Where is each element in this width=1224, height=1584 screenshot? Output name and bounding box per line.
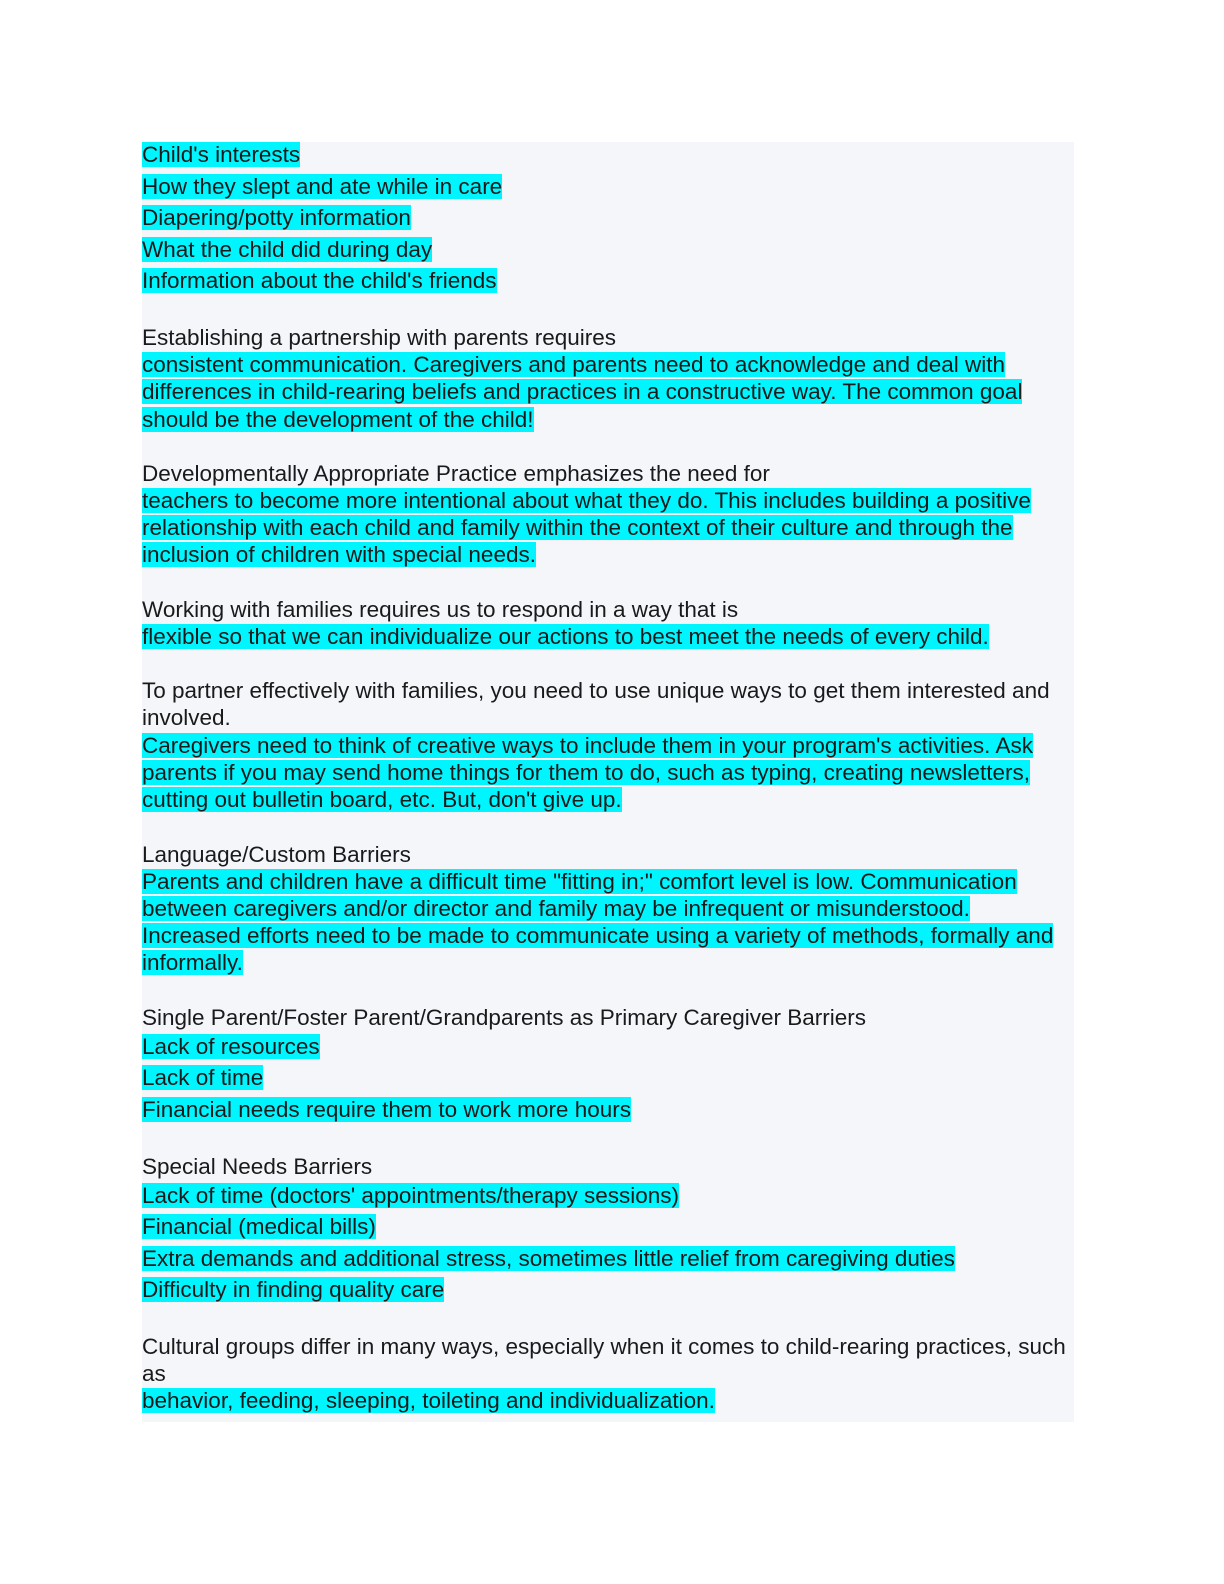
cultural-groups-answer-text: behavior, feeding, sleeping, toileting and individualization.: [142, 1388, 715, 1414]
spacer: [142, 297, 1074, 324]
list-item-text: Financial needs require them to work more hours: [142, 1096, 631, 1122]
spacer: [142, 569, 1074, 596]
language-barriers-answer-text: Parents and children have a difficult time "fitting in;" comfort level is low. Communication between caregivers and/or director and family may be infrequent or misunderstood. Increased efforts need to be made to communicate using a variety of methods, formally and informally.: [142, 868, 1054, 976]
cultural-groups-prompt: Cultural groups differ in many ways, especially when it comes to child-rearing practices, such as: [142, 1333, 1066, 1387]
list-item: [142, 1031, 1074, 1063]
dap-answer-text: teachers to become more intentional about what they do. This includes building a positive relationship with each child and family within the context of their culture and through the inclusion of children with special needs.: [142, 487, 1031, 568]
language-barriers-prompt: Language/Custom Barriers: [142, 841, 411, 867]
spacer: [142, 977, 1074, 1004]
list-item: [142, 1094, 1074, 1126]
dap-answer: [142, 487, 1074, 569]
cultural-groups-answer: [142, 1387, 1074, 1414]
list-item-text: Child's interests: [142, 142, 301, 167]
list-item: [142, 1211, 1074, 1243]
partner-effectively-prompt: To partner effectively with families, you need to use unique ways to get them interested and involved.: [142, 678, 1050, 731]
partner-effectively-section: [142, 677, 1074, 813]
list-item: [142, 171, 1074, 203]
working-prompt: Working with families requires us to respond in a way that is: [142, 596, 739, 622]
special-needs-barriers-section: [142, 1153, 1074, 1306]
partnership-section: [142, 324, 1074, 433]
special-needs-barriers-prompt: Special Needs Barriers: [142, 1153, 373, 1179]
working-section: [142, 596, 1074, 650]
partner-effectively-answer: [142, 732, 1074, 814]
list-item-text: Lack of resources: [142, 1033, 320, 1059]
partner-effectively-answer-text: Caregivers need to think of creative ways to include them in your program's activities. Ask parents if you may send home things for them to do, such as typing, creating newsletters, cutting out bulletin board, etc. But, don't give up.: [142, 732, 1033, 813]
list-item-text: How they slept and ate while in care: [142, 173, 503, 199]
list-item: [142, 234, 1074, 266]
list-item-text: Lack of time: [142, 1065, 264, 1091]
language-barriers-answer: [142, 868, 1074, 977]
partnership-answer-text: consistent communication. Caregivers and parents need to acknowledge and deal with differences in child-rearing beliefs and practices in a constructive way. The common goal should be the development of the child!: [142, 351, 1023, 432]
list-item: [142, 202, 1074, 234]
partnership-prompt: Establishing a partnership with parents requires: [142, 324, 617, 350]
spacer: [142, 814, 1074, 841]
document-content: [142, 142, 1074, 1415]
list-item-text: Difficulty in finding quality care: [142, 1277, 445, 1303]
dap-prompt: Developmentally Appropriate Practice emphasizes the need for: [142, 460, 770, 486]
list-item-text: Information about the child's friends: [142, 268, 497, 294]
list-item-text: Diapering/potty information: [142, 205, 411, 231]
list-item: [142, 1180, 1074, 1212]
working-answer-text: flexible so that we can individualize our actions to best meet the needs of every child.: [142, 623, 989, 649]
spacer: [142, 1126, 1074, 1153]
list-item: [142, 265, 1074, 297]
list-item: [142, 1062, 1074, 1094]
list-item-text: Lack of time (doctors' appointments/therapy sessions): [142, 1182, 680, 1208]
spacer: [142, 1306, 1074, 1333]
list-item-text: Extra demands and additional stress, sometimes little relief from caregiving duties: [142, 1245, 955, 1271]
list-item-text: Financial (medical bills): [142, 1214, 376, 1240]
spacer: [142, 650, 1074, 677]
language-barriers-section: [142, 841, 1074, 977]
list-item: [142, 1274, 1074, 1306]
spacer: [142, 433, 1074, 460]
list-item-text: What the child did during day: [142, 236, 433, 262]
list-item: [142, 139, 1074, 171]
single-parent-barriers-prompt: Single Parent/Foster Parent/Grandparents as Primary Caregiver Barriers: [142, 1004, 867, 1030]
dap-section: [142, 460, 1074, 569]
partnership-answer: [142, 351, 1074, 433]
list-item: [142, 1243, 1074, 1275]
cultural-groups-section: [142, 1333, 1074, 1415]
intro-list: [142, 139, 1074, 297]
single-parent-barriers-section: [142, 1004, 1074, 1126]
working-answer: [142, 623, 1074, 650]
